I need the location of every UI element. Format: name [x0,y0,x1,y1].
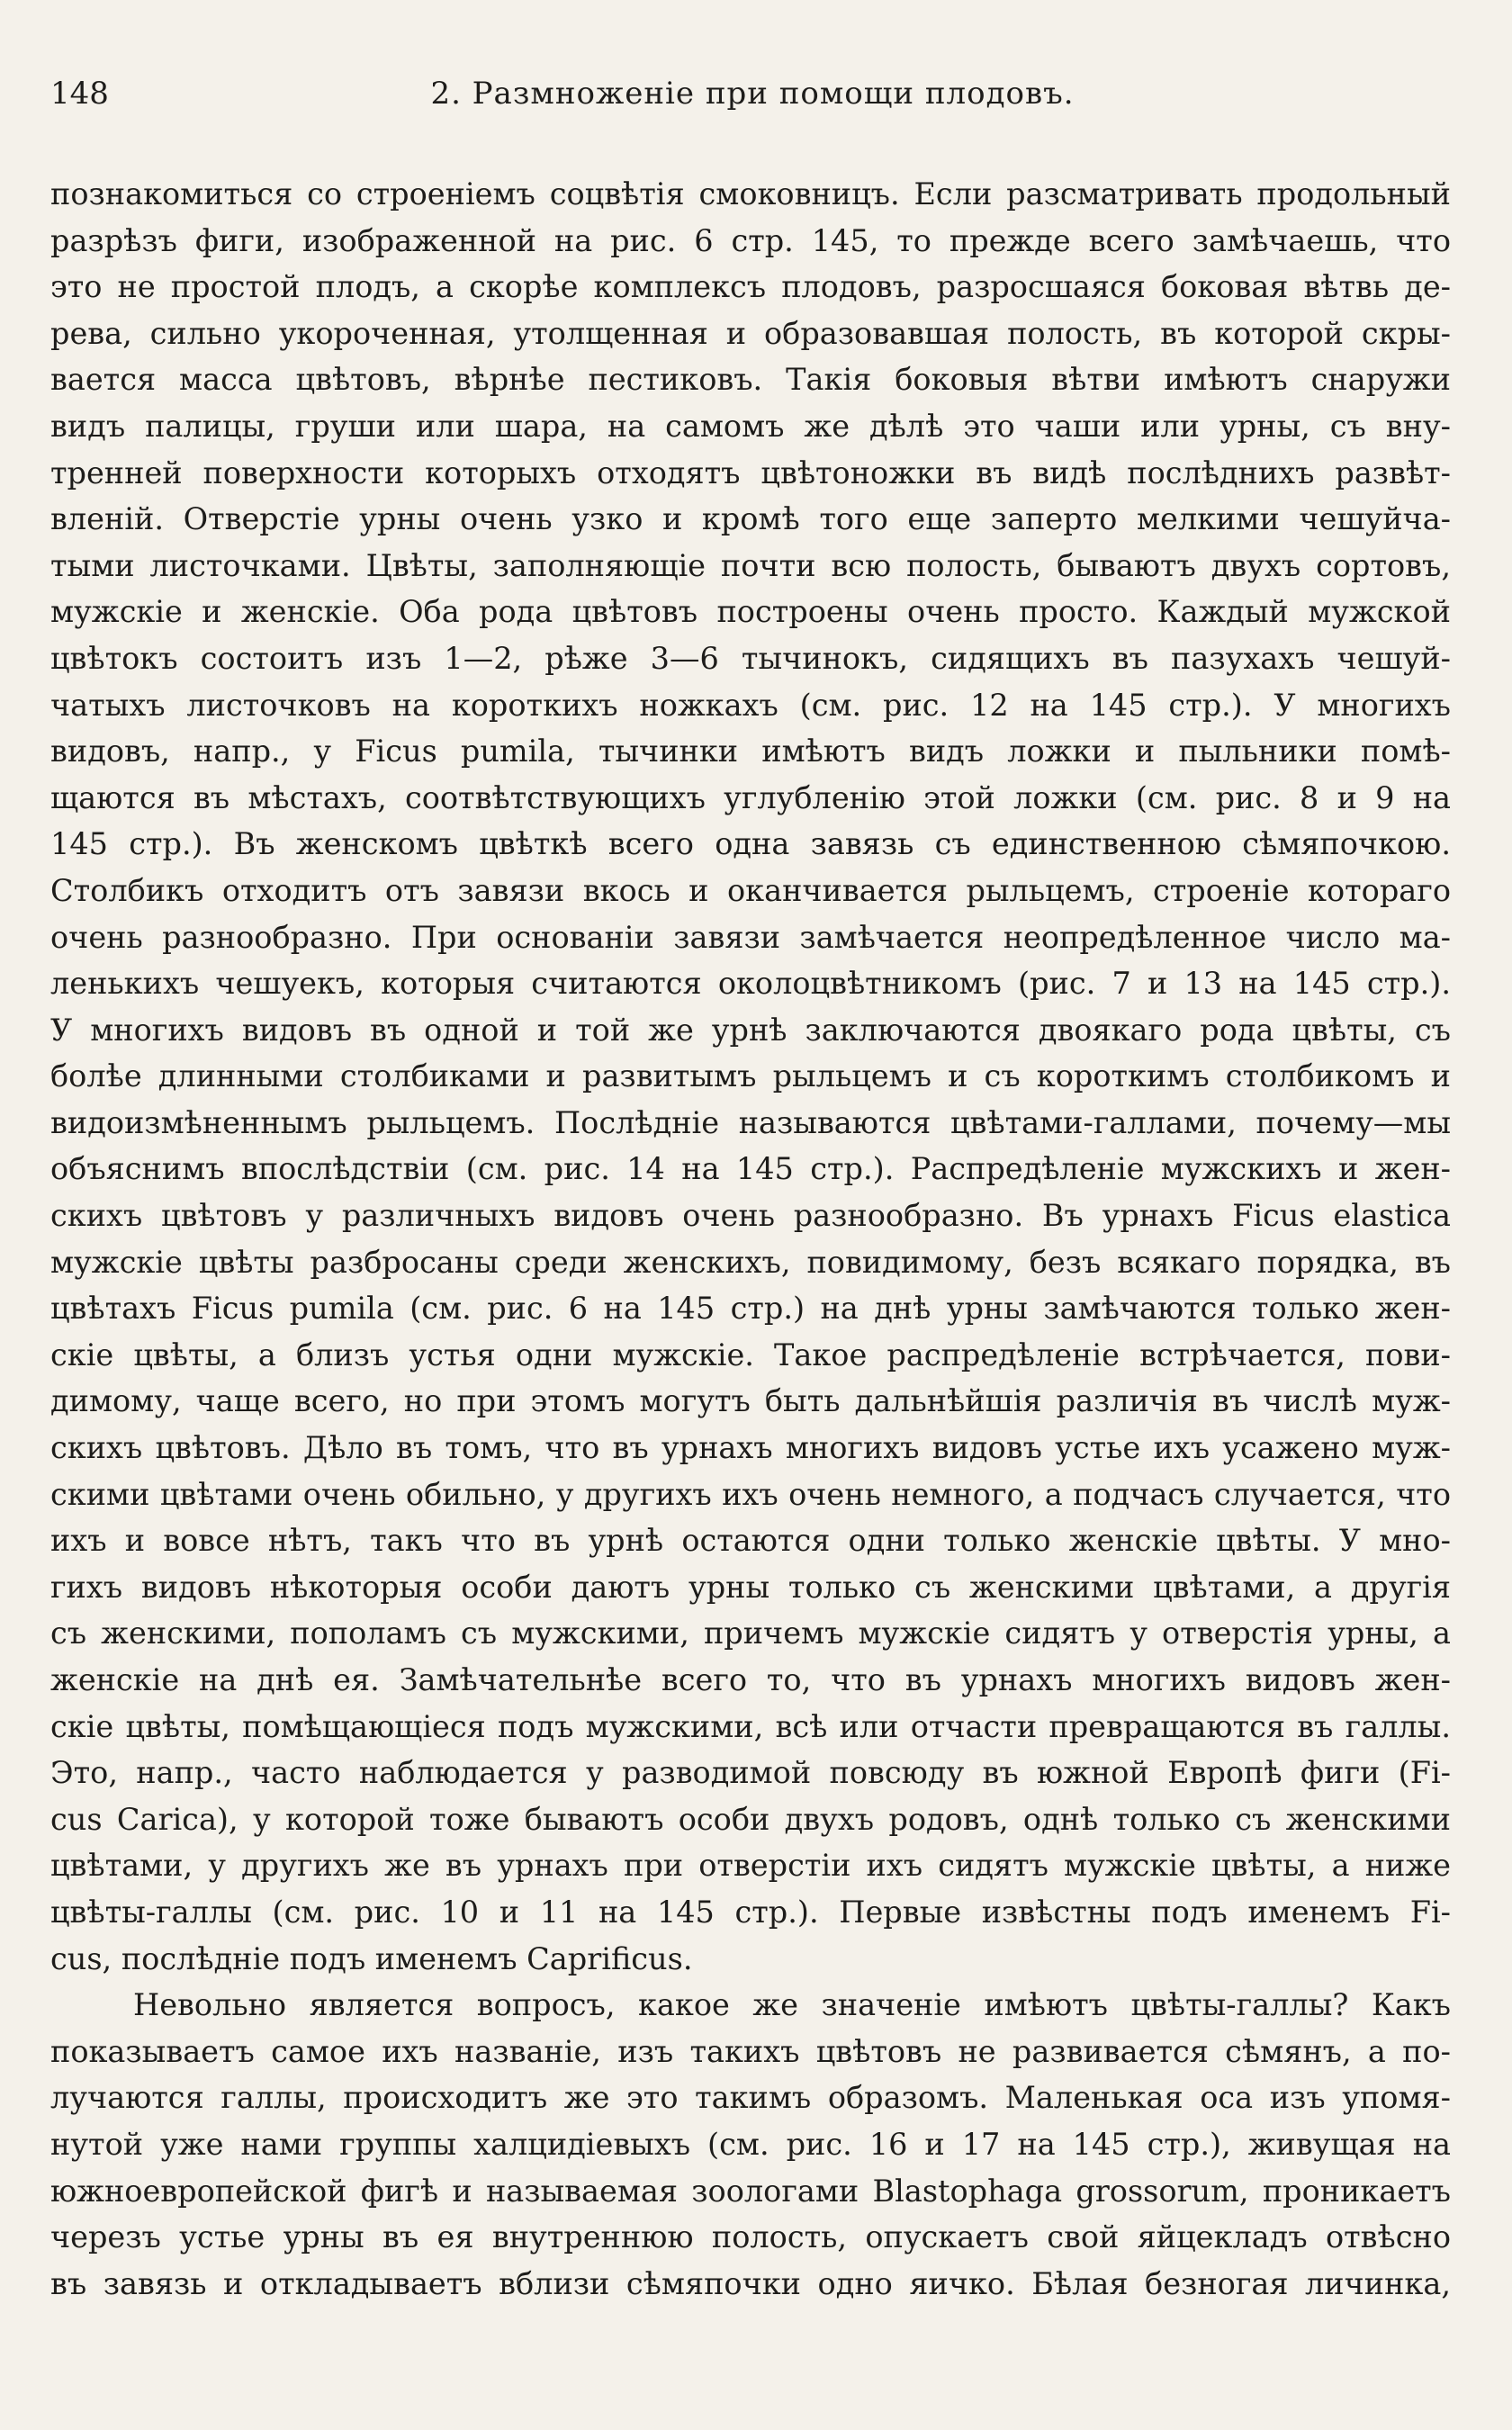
text-line: тыми листочками. Цвѣты, заполняющіе почти всю полость, бываютъ двухъ сортовъ, [50,547,1451,583]
text-line: чатыхъ листочковъ на короткихъ ножкахъ (см. рис. 12 на 145 стр.). У многихъ [50,687,1451,723]
text-line: женскіе на днѣ ея. Замѣчательнѣе всего то, что въ урнахъ многихъ видовъ жен- [50,1662,1451,1697]
text-line: черезъ устье урны въ ея внутреннюю полость, опускаетъ свой яйцекладъ отвѣсно [50,2219,1451,2255]
text-line: гихъ видовъ нѣкоторыя особи даютъ урны только съ женскими цвѣтами, а другія [50,1569,1451,1605]
text-line: рева, сильно укороченная, утолщенная и образовавшая полость, въ которой скры- [50,315,1451,351]
text-line: южноевропейской фигѣ и называемая зоологами Blastophaga grossorum, проникаетъ [50,2173,1451,2209]
text-line: скіе цвѣты, а близъ устья одни мужскіе. Такое распредѣленіе встрѣчается, пови- [50,1336,1451,1372]
text-line: ихъ и вовсе нѣтъ, такъ что въ урнѣ остаются одни только женскіе цвѣты. У мно- [50,1523,1451,1559]
text-line: лучаются галлы, происходитъ же это такимъ образомъ. Маленькая оса изъ упомя- [50,2080,1451,2116]
text-line: очень разнообразно. При основаніи завязи замѣчается неопредѣленное число ма- [50,919,1451,955]
text-line: вается масса цвѣтовъ, вѣрнѣе пестиковъ. Такія боковыя вѣтви имѣютъ снаружи [50,362,1451,398]
text-line: познакомиться со строеніемъ соцвѣтія смоковницъ. Если разсматривать продольный [50,176,1451,212]
text-line: ленькихъ чешуекъ, которыя считаются околоцвѣтникомъ (рис. 7 и 13 на 145 стр.). [50,966,1451,1002]
text-line: болѣе длинными столбиками и развитымъ рыльцемъ и съ короткимъ столбикомъ и [50,1058,1451,1094]
text-line: цвѣты-галлы (см. рис. 10 и 11 на 145 стр.). Первые извѣстны подъ именемъ Fi- [50,1894,1451,1930]
text-line: цвѣтахъ Ficus pumila (см. рис. 6 на 145 стр.) на днѣ урны замѣчаются только жен- [50,1291,1451,1327]
text-line: скихъ цвѣтовъ. Дѣло въ томъ, что въ урнахъ многихъ видовъ устье ихъ усажено муж- [50,1430,1451,1466]
text-line: У многихъ видовъ въ одной и той же урнѣ заключаются двоякаго рода цвѣты, съ [50,1012,1451,1048]
text-line: вленій. Отверстіе урны очень узко и кромѣ того еще заперто мелкими чешуйча- [50,501,1451,537]
text-line: нутой уже нами группы халцидіевыхъ (см. рис. 16 и 17 на 145 стр.), живущая на [50,2126,1451,2162]
text-line: видовъ, напр., у Ficus pumila, тычинки имѣютъ видъ ложки и пыльники помѣ- [50,734,1451,770]
text-line: скихъ цвѣтовъ у различныхъ видовъ очень разнообразно. Въ урнахъ Ficus elastica [50,1198,1451,1234]
text-line: цвѣтами, у другихъ же въ урнахъ при отверстіи ихъ сидятъ мужскіе цвѣты, а ниже [50,1848,1451,1884]
text-line: Невольно является вопросъ, какое же значеніе имѣютъ цвѣты-галлы? Какъ [133,1987,1451,2023]
text-line: видъ палицы, груши или шара, на самомъ же дѣлѣ это чаши или урны, съ вну- [50,408,1451,444]
text-line: показываетъ самое ихъ названіе, изъ такихъ цвѣтовъ не развивается сѣмянъ, а по- [50,2033,1451,2069]
running-title: 2. Размноженіе при помощи плодовъ. [430,76,1075,112]
text-line: тренней поверхности которыхъ отходятъ цвѣтоножки въ видѣ послѣднихъ развѣт- [50,454,1451,490]
text-line: димому, чаще всего, но при этомъ могутъ быть дальнѣйшія различія въ числѣ муж- [50,1383,1451,1419]
text-line: скими цвѣтами очень обильно, у другихъ ихъ очень немного, а подчасъ случается, что [50,1476,1451,1512]
text-line: щаются въ мѣстахъ, соотвѣтствующихъ углубленію этой ложки (см. рис. 8 и 9 на [50,779,1451,815]
text-line: въ завязь и откладываетъ вблизи сѣмяпочки одно яичко. Бѣлая безногая личинка, [50,2265,1451,2301]
text-line: цвѣтокъ состоитъ изъ 1—2, рѣже 3—6 тычинокъ, сидящихъ въ пазухахъ чешуй- [50,640,1451,676]
text-line: Столбикъ отходитъ отъ завязи вкось и оканчивается рыльцемъ, строеніе котораго [50,872,1451,908]
text-line: cus, послѣдніе подъ именемъ Caprificus. [50,1940,693,1976]
body-text [50,171,1451,2307]
text-line: cus Carica), у которой тоже бываютъ особи двухъ родовъ, однѣ только съ женскими [50,1801,1451,1837]
text-line: объяснимъ впослѣдствіи (см. рис. 14 на 145 стр.). Распредѣленіе мужскихъ и жен- [50,1151,1451,1187]
text-line: съ женскими, пополамъ съ мужскими, причемъ мужскіе сидятъ у отверстія урны, а [50,1616,1451,1652]
text-line: разрѣзъ фиги, изображенной на рис. 6 стр. 145, то прежде всего замѣчаешь, что [50,222,1451,258]
page-number: 148 [50,76,109,112]
text-line: это не простой плодъ, а скорѣе комплексъ плодовъ, разросшаяся боковая вѣтвь де- [50,269,1451,305]
running-header [50,68,1454,119]
text-line: мужскіе цвѣты разбросаны среди женскихъ, повидимому, безъ всякаго порядка, въ [50,1244,1451,1280]
text-line: Это, напр., часто наблюдается у разводимой повсюду въ южной Европѣ фиги (Fi- [50,1755,1451,1791]
text-line: мужскіе и женскіе. Оба рода цвѣтовъ построены очень просто. Каждый мужской [50,594,1451,630]
text-line: скіе цвѣты, помѣщающіеся подъ мужскими, всѣ или отчасти превращаются въ галлы. [50,1708,1451,1744]
text-line: 145 стр.). Въ женскомъ цвѣткѣ всего одна завязь съ единственною сѣмяпочкою. [50,826,1451,862]
text-line: видоизмѣненнымъ рыльцемъ. Послѣдніе называются цвѣтами-галлами, почему—мы [50,1104,1451,1140]
